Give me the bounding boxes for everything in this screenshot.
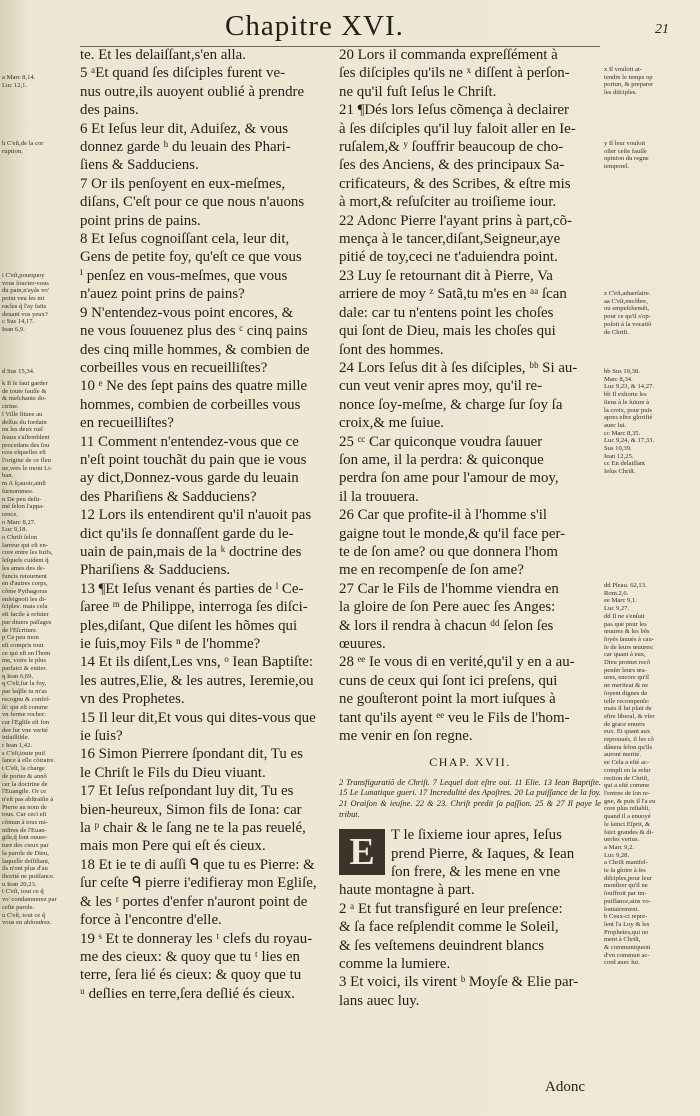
text-line: le Chriſt le Fils du Dieu viuant. xyxy=(80,764,266,781)
margin-note: bb Sus 10,38. Marc 8,34. Luc 9,23, & 14,27. bb Il exhorte les ſiens à le ſuiure à la croix, pour puis apres eſtre glorifié auec lui. cc Marc 8,35. Luc 9,24, & 17,33. Sus 10,39. Iean 12,25. cc En delaiſſant Ieſus Chriſt. xyxy=(604,368,654,476)
margin-note: a Marc 8,14. Luc 12,1. xyxy=(2,74,36,89)
text-line: à ſes diſciples qu'il luy faloit aller en Ie- xyxy=(339,120,576,137)
text-line: & lors il rendra à chacun ᵈᵈ ſelon ſes xyxy=(339,617,554,634)
text-line: des pains. xyxy=(80,102,139,119)
text-line: T le ſixieme iour apres, Ieſus xyxy=(391,827,562,844)
text-line: me en recompenſe de ſon ame? xyxy=(339,562,524,579)
chapter17-opening xyxy=(339,826,601,881)
text-line: 25 ᶜᶜ Car quiconque voudra ſauuer xyxy=(339,433,543,450)
text-column-right xyxy=(339,46,601,1010)
text-line: pitié de toy,ceci ne t'aduiendra point. xyxy=(339,249,558,266)
text-line: 24 Lors Ieſus dit à ſes diſciples, ᵇᵇ Si au- xyxy=(339,359,578,376)
chapter16-verses xyxy=(80,46,336,1003)
text-line: 3 Et voici, ils virent ᵇ Moyſe & Elie par- xyxy=(339,974,579,991)
text-line: 23 Luy ſe retournant dit à Pierre, Va xyxy=(339,267,553,284)
page-number: 21 xyxy=(655,22,669,37)
catchword: Adonc xyxy=(545,1079,585,1095)
text-line: 12 Lors ils entendirent qu'il n'auoit pas xyxy=(80,507,312,524)
text-line: me venir en ſon regne. xyxy=(339,728,473,745)
text-line: bien-heureux, Simon fils de Iona: car xyxy=(80,801,302,818)
drop-cap-letter: E xyxy=(349,831,375,874)
text-line: uain de pain,mais de la ᵏ doctrine des xyxy=(80,543,302,560)
text-line: ie ſuis,moy Fils ⁿ de l'homme? xyxy=(80,636,261,652)
text-line: 18 Et ie te di auſſi ᑫ que tu es Pierre: & xyxy=(80,856,315,873)
text-line: 15 Il leur dit,Et vous qui dites-vous que xyxy=(80,709,316,726)
text-line: arriere de moy ᶻ Satã,tu m'es en ᵃᵃ ſcan xyxy=(339,286,567,303)
text-line: la ᵖ chair & le ſang ne te la pas reuelé, xyxy=(80,820,306,837)
text-line: mença à le tancer,diſant,Seigneur,aye xyxy=(339,231,561,248)
text-line: ne gouſteront point la mort iuſques à xyxy=(339,691,556,708)
text-line: n'auez point prins de pains? xyxy=(80,286,245,303)
text-line: ſes des Anciens, & des principaux Sa- xyxy=(339,157,565,174)
text-line: des cinq mille hommes, & combien de xyxy=(80,341,310,358)
text-line: & ſa face reſplendit comme le Soleil, xyxy=(339,919,559,936)
text-line: les autres,Elie, & les autres, Ieremie,ou xyxy=(80,672,314,689)
text-line: ſiens & Sadduciens. xyxy=(80,157,199,174)
text-line: hommes, combien de corbeilles vous xyxy=(80,396,301,413)
text-line: 14 Et ils diſent,Les vns, ᵒ Iean Baptiſte: xyxy=(80,654,313,671)
text-line: qui ſont de Dieu, mais les choſes qui xyxy=(339,323,556,340)
chapter-title: CHAP. XVII. xyxy=(429,755,511,770)
text-line: nonce ſoy-meſme, & charge ſur ſoy ſa xyxy=(339,396,563,413)
text-line: & les ʳ portes d'enfer n'auront point de xyxy=(80,893,308,910)
text-line: Gens de petite foy, qu'eſt ce que vous xyxy=(80,249,302,266)
text-line: & ſes veſtemens deuindrent blancs xyxy=(339,937,545,954)
text-line: haute montagne à part. xyxy=(339,882,475,899)
text-column-left xyxy=(80,46,336,1003)
text-line: 27 Car le Fils de l'homme viendra en xyxy=(339,580,559,597)
text-line: ſes diſciples qu'ils ne ˣ diſſent à perſon- xyxy=(339,65,570,82)
text-line: 17 Et Ieſus reſpondant luy dit, Tu es xyxy=(80,783,294,800)
running-head: Chapitre XVI. xyxy=(225,10,404,42)
text-line: à mort,& reſuſciter au troiſieme iour. xyxy=(339,194,557,211)
text-line: crificateurs, & des Scribes, & eſtre mis xyxy=(339,175,571,192)
text-line: ſont des hommes. xyxy=(339,341,444,358)
margin-note: z C'eſt,aduerſaire. aa C'eſt,encõbre, ou empeſchemẽt, pour ce qu'il s'op- poſoit à ſa vocatiõ de Chriſt. xyxy=(604,290,652,336)
text-line: 2 ᵃ Et fut transfiguré en leur preſence: xyxy=(339,900,563,917)
margin-note: y Il leur vouloit oſter ceſte fauſſe opinion du regne temporel. xyxy=(604,140,649,171)
text-line: dict qu'ils ſe donnaſſent garde du le- xyxy=(80,525,294,542)
text-line: ⁱ penſez en vous-meſmes, que vous xyxy=(80,267,288,284)
text-line: prend Pierre, & Iaques, & Iean xyxy=(391,845,575,862)
text-line: gaigne tout le monde,& qu'il face per- xyxy=(339,525,566,542)
margin-note: x Il vouloit at- tendre le temps op portun, & preparer ſes diſciples. xyxy=(604,66,654,97)
text-line: ſur ceſte ᑫ pierre i'edifieray mon Egliſe, xyxy=(80,875,317,892)
text-line: ruſalem,& ʸ ſouffrir beaucoup de cho- xyxy=(339,139,564,156)
text-line: ſaree ᵐ de Philippe, interroga ſes diſci- xyxy=(80,599,308,616)
text-line: tant qu'ils ayent ᵉᵉ veu le Fils de l'hom- xyxy=(339,709,570,726)
text-line: te. Et les delaiſſant,s'en alla. xyxy=(80,47,247,63)
text-line: perdra ſon ame pour l'amour de moy, xyxy=(339,470,559,487)
margin-note: i C'eſt,pourquoy vous ſoucier-vous du pain,n'ayãs vo' point veu les mi racles q̃ l'ay faits deuant vos yeux? c Sus 14,17. Iean 6,9. xyxy=(2,272,49,333)
text-line: 10 ᵉ Ne des ſept pains des quatre mille xyxy=(80,378,308,395)
text-line: 5 ᵃEt quand ſes diſciples furent ve- xyxy=(80,65,286,82)
text-line: ſon frere, & les mene en vne xyxy=(391,864,561,881)
text-line: ples,diſant, Que diſent les hõmes qui xyxy=(80,617,298,634)
text-line: vn des Prophetes. xyxy=(80,691,185,708)
text-line: te de ſon ame? ou que donnera l'hom xyxy=(339,543,558,560)
text-line: ſon ame, il la perdra: & quiconque xyxy=(339,451,544,468)
margin-note: d Sus 15,34. xyxy=(2,368,35,375)
margin-note: h C'eſt,de la cor ruption. xyxy=(2,140,44,155)
text-line: ay dict,Donnez-vous garde du leuain xyxy=(80,470,299,487)
text-line: dale: car tu n'entens point les choſes xyxy=(339,304,554,321)
text-line: 22 Adonc Pierre l'ayant prins à part,cõ- xyxy=(339,212,573,229)
text-line: lans auec luy. xyxy=(339,992,420,1009)
text-line: en recueilliſtes? xyxy=(80,415,174,432)
text-line: donnez garde ʰ du leuain des Phari- xyxy=(80,139,291,156)
text-line: 7 Or ils penſoyent en eux-meſmes, xyxy=(80,175,286,192)
text-line: me des cieux: & quoy que tu ᵗ lies en xyxy=(80,948,300,965)
text-line: croix,& me ſuiue. xyxy=(339,415,445,432)
text-line: 26 Car que profite-il à l'homme s'il xyxy=(339,507,547,524)
text-line: œuures. xyxy=(339,636,386,652)
text-line: force à l'encontre d'elle. xyxy=(80,912,222,929)
text-line: 19 ˢ Et te donneray les ᵗ clefs du royau- xyxy=(80,930,313,947)
text-line: mais mon Pere qui eſt és cieux. xyxy=(80,838,266,855)
text-line: 20 Lors il commanda expreſſément à xyxy=(339,47,558,63)
text-line: il la trouuera. xyxy=(339,488,419,505)
text-line: cun veut venir apres moy, qu'il re- xyxy=(339,378,543,395)
text-line: terre, ſera lié és cieux: & quoy que tu xyxy=(80,967,302,984)
chapter-summary: 2 Transfiguratiõ de Chriſt. 7 Lequel doit eſtre oui. 11 Elie. 13 Iean Baptiſte. 15 Le Lunatique gueri. 17 Incredulité des Apoſtres. 20 La puiſſance de la foy. 21 Oraiſon & ieuſne. 22 & 23. Chriſt predit ſa paſſion. 25 & 27 Il paye le tribut. xyxy=(339,777,601,819)
chapter17-verses xyxy=(339,881,601,1010)
text-line: n'eſt point touchãt du pain que ie vous xyxy=(80,451,307,468)
text-line: cuns de ceux qui ſont ici preſens, qui xyxy=(339,672,558,689)
text-line: Phariſiens & Sadduciens. xyxy=(80,562,231,579)
text-line: 11 Comment n'entendez-vous que ce xyxy=(80,433,299,450)
text-line: diſans, C'eſt pour ce que nous n'auons xyxy=(80,194,305,211)
text-line: 13 ¶Et Ieſus venant és parties de ˡ Ce- xyxy=(80,580,304,597)
text-line: ne vous ſouuenez plus des ᶜ cinq pains xyxy=(80,323,308,340)
text-line: 8 Et Ieſus cognoiſſant cela, leur dit, xyxy=(80,231,290,248)
margin-note: k Il ſe faut garder de toute fauſſe & & meſchante do- ctrine. l Ville ſituee au deſſus du Iordain ou les deux ruiſ ſeaux s'aſſemblent procedans des ſou rces eſquelles eſt l'origine de ce fleu ue,vers le mont Li- ban. m A ſçauoir,ainſi ſurnommee. n De peu deſti- mé ſelon l'appa- rence. o Marc 8,27. Luc 9,18. o Chriſt ſelon larreur qui eſt en- core entre les Iuifs, leſquels cuident q̃ les ames des de- functs retournent en d'autres corps, cõme Pythagoras enſeignoit les di- ſciples: mais cela eſt facile à refuter par diuers paſſages de l'Eſcriture. p Ce peu mon eſt compris tout ce qui eſt en l'hom me, voire le plus parfaict & entier. q Iean 6,69. q C'eſt,ſur la foy, par laq̃lle tu m'as recognu & confeſ- ſé: qui eſt comme vn ferme rocher: car l'Egliſe eſt fon dee ſur vne verité infaillible. r Iean 1,42. s C'eſt,toute puiſ ſance à elle côtraire. t C'eſt, la charge de porter & annõ cer la doctrine de l'Euangile. Or ce n'eſt pas abſtraiſte à Pierre au nom de tous. Car ceci eſt cõmun à tous mi- niſtres de l'Euan- gile,q̃ ſont ouuer- ture des cieux par la parole de Dieu, laquelle deſſiſtant, ils n'ont plus d'au thorité ne puiſſance. u Iean 20,23. t C'eſt, tout ce q̃ vo' condamnerez par ceſte parole. u C'eſt, tout ce q̃ vous en abſoudrez. xyxy=(2,380,57,927)
margin-note: dd Pſeau. 62,13. Rom.2,6. ee Marc 9,1. Luc 9,27. dd Il ne s'enſuit pas que pour les œuures & les bõs ſoyés ſauués à cau- ſe de leurs œuures: car quant à eux, Dieu promet recõ penſer leurs œu- ures, encore qu'il ne meriteat & ne ſoyent dignes de telle recompenſe: mais il lui plait de eſtre liberal, & vſer de grace enuers eux. Et quant aux reprouués, il les cõ dânera ſelon qu'ils auront merité. ee Cela a eſté ac- compli en la reſur rection de Chriſt, qui a eſté comme l'entree de ſon re- gne, & puis il l'a eu core plus reſtabli, quand il a enuoyé le ſainct Eſprit, & faict grandes & di- uerſes vertus. a Marc 9,2. Luc 9,28. a Chriſt manifeſ- te ſa gloire à ſes diſciples,pour leur monſtrer qu'il ne ſouffroit par im- puiſſance,ains vo- lontairement. b Ceux-ci repre- ſent l'a Loy & les Prophetes,qui no ment à Chriſt, & communiquent d'vn commun ac- cord auec lui. xyxy=(604,582,656,967)
text-line: ne qu'il fuſt Ieſus le Chriſt. xyxy=(339,83,497,100)
text-line: point prins de pains. xyxy=(80,212,201,229)
drop-cap-initial xyxy=(339,829,385,875)
text-line: corbeilles vous en recueilliſtes? xyxy=(80,359,268,376)
text-line: 9 N'entendez-vous point encores, & xyxy=(80,304,294,321)
text-line: la gloire de ſon Pere auec ſes Anges: xyxy=(339,599,556,616)
text-line: 28 ᵉᵉ Ie vous di en verité,qu'il y en a au- xyxy=(339,654,575,671)
text-line: 16 Simon Pierrere ſpondant dit, Tu es xyxy=(80,746,303,763)
text-line: comme la lumiere. xyxy=(339,956,451,973)
text-line: des Phariſiens & Sadduciens? xyxy=(80,488,257,505)
text-line: 6 Et Ieſus leur dit, Aduiſez, & vous xyxy=(80,120,289,137)
text-line: 21 ¶Dés lors Ieſus cõmença à declairer xyxy=(339,102,570,119)
text-line: ie ſuis? xyxy=(80,728,123,745)
text-line: nus outre,ils auoyent oublié à prendre xyxy=(80,83,305,100)
chapter16-verses-continued xyxy=(339,46,601,745)
text-line: ᵘ deſlies en terre,ſera deſlié és cieux. xyxy=(80,985,295,1002)
